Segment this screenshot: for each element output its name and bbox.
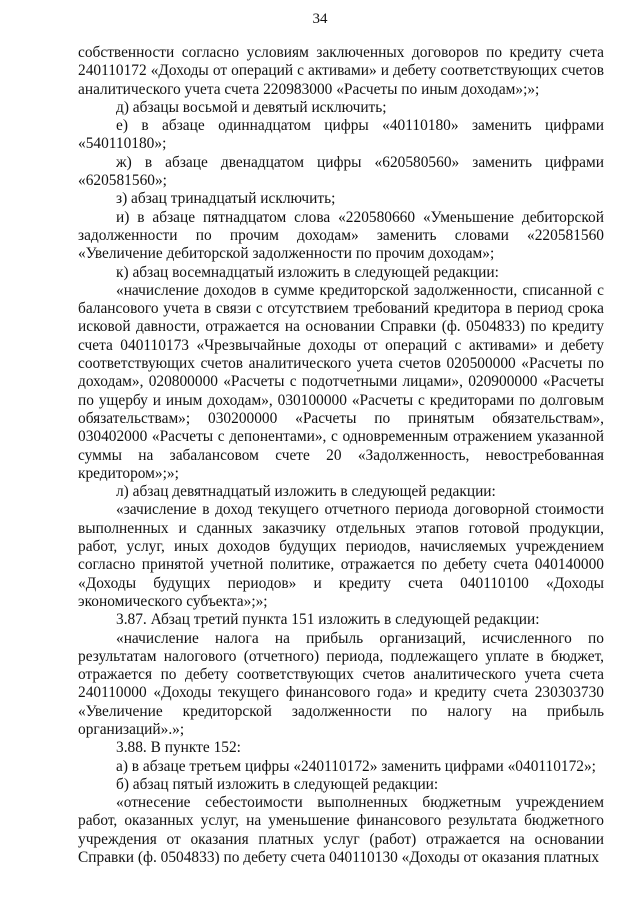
paragraph: а) в абзаце третьем цифры «240110172» заменить цифрами «040110172»; (116, 757, 596, 775)
paragraph: з) абзац тринадцатый исключить; (116, 190, 336, 208)
document-body (78, 44, 604, 867)
paragraph: 3.88. В пункте 152: (116, 739, 241, 757)
paragraph: «отнесение себестоимости выполненных бюджетным учреждением работ, оказанных услуг, на уменьшение финансового результата бюджетного учреждения от оказания платных услуг (работ) отражается на основании Справки (ф. 0504833) по дебету счета 040110130 «Доходы от оказания платных (78, 794, 604, 867)
paragraph: «зачисление в доход текущего отчетного периода договорной стоимости выполненных и сданных заказчику отдельных этапов готовой продукции, работ, услуг, иных доходов будущих периодов, начисляемых учреждением согласно принятой учетной политике, отражается по дебету счета 040140000 «Доходы будущих периодов» и кредиту счета 040110100 «Доходы экономического субъекта»;»; (78, 501, 604, 610)
paragraph: и) в абзаце пятнадцатом слова «220580660 «Уменьшение дебиторской задолженности по прочим доходам» заменить словами «220581560 «Увеличение дебиторской задолженности по прочим доходам»; (78, 208, 604, 263)
paragraph: л) абзац девятнадцатый изложить в следующей редакции: (116, 483, 496, 501)
paragraph: е) в абзаце одиннадцатом цифры «40110180» заменить цифрами «540110180»; (78, 117, 604, 153)
paragraph: собственности согласно условиям заключенных договоров по кредиту счета 240110172 «Доходы от операций с активами» и дебету соответствующих счетов аналитического учета счета 220983000 «Расчеты по иным доходам»;»; (78, 44, 604, 98)
paragraph: 3.87. Абзац третий пункта 151 изложить в следующей редакции: (116, 611, 540, 629)
paragraph: «начисление налога на прибыль организаций, исчисленного по результатам налогового (отчетного) периода, подлежащего уплате в бюджет, отражается по дебету соответствующих счетов аналитического учета счета 240110000 «Доходы текущего финансового года» и кредиту счета 230303730 «Увеличение кредиторской задолженности по налогу на прибыль организаций».»; (78, 629, 604, 738)
paragraph: ж) в абзаце двенадцатом цифры «620580560» заменить цифрами «620581560»; (78, 153, 604, 190)
paragraph: к) абзац восемнадцатый изложить в следующей редакции: (116, 263, 499, 281)
paragraph: д) абзацы восьмой и девятый исключить; (116, 98, 387, 116)
page-number: 34 (312, 11, 328, 27)
paragraph: «начисление доходов в сумме кредиторской задолженности, списанной с балансового учета в связи с отсутствием требований кредитора в период срока исковой давности, отражается на основании Справки (ф. 0504833) по кредиту счета 040110173 «Чрезвычайные доходы от операций с активами» и дебету соответствующих счетов аналитического учета счетов 020500000 «Расчеты по доходам», 020800000 «Расчеты с подотчетными лицами», 020900000 «Расчеты по ущербу и иным доходам», 030100000 «Расчеты с кредиторами по долговым обязательствам»; 030200000 «Расчеты по принятым обязательствам», 030402000 «Расчеты с депонентами», с одновременным отражением указанной суммы на забалансовом счете 20 «Задолженность, невостребованная кредитором»;»; (78, 281, 604, 482)
paragraph: б) абзац пятый изложить в следующей редакции: (116, 775, 439, 793)
